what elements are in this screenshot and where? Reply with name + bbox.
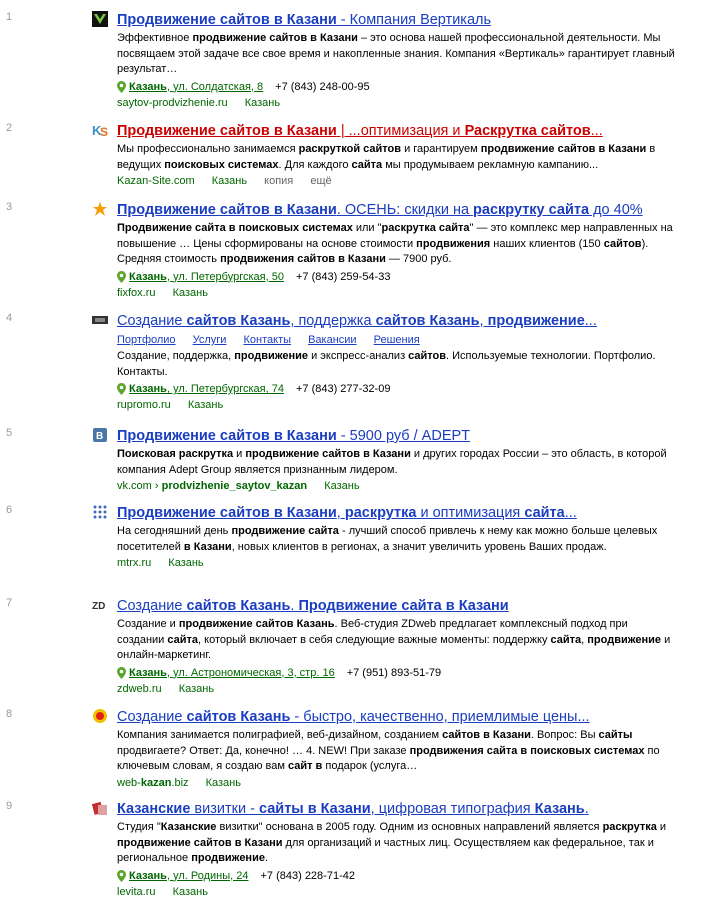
result-snippet: Мы профессионально занимаемся раскруткой сайтов и гарантируем продвижение сайтов в Казани в ведущих поисковых системах. Для каждого сайта мы продумываем рекламную кампанию... <box>117 143 656 171</box>
result-number: 8 <box>6 708 13 720</box>
result-region-link[interactable]: Казань <box>168 557 204 569</box>
result-url-row <box>117 96 677 111</box>
result-snippet: Поисковая раскрутка и продвижение сайтов в Казани и других городах России – это область, в которой компания Adept Group является признанным лидером. <box>117 448 667 476</box>
result-title-link[interactable]: Создание сайтов Казань - быстро, качественно, приемлимые цены... <box>117 709 590 725</box>
result-title-link[interactable]: Продвижение сайтов в Казани. ОСЕНЬ: скидки на раскрутку сайта до 40% <box>117 202 643 218</box>
result-phone: +7 (843) 277-32-09 <box>295 383 391 395</box>
map-pin-icon <box>117 81 126 93</box>
result-title-link[interactable]: Продвижение сайтов в Казани | ...оптимизация и Раскрутка сайтов... <box>117 123 603 139</box>
result-region-link[interactable]: Казань <box>187 399 224 411</box>
result-address-row <box>117 269 677 285</box>
result-url-row <box>117 286 677 301</box>
result-title-link[interactable]: Продвижение сайтов в Казани - 5900 руб / ADEPT <box>117 428 471 444</box>
result-url-row <box>117 776 677 791</box>
result-address-row <box>117 665 677 681</box>
result-snippet: Эффективное продвижение сайтов в Казани – это основа нашей профессиональной деятельности. Мы посвящаем этой задаче все свое время и накопленные знания. Компания «Вертикаль» гарантирует главный результат… <box>117 32 675 75</box>
map-pin-icon <box>117 271 126 283</box>
result-url-link[interactable]: web-kazan.biz <box>117 776 189 789</box>
result-url-link[interactable]: Kazan-Site.com <box>117 175 195 187</box>
result-address-link[interactable]: Казань, ул. Солдатская, 8 <box>129 80 264 93</box>
vertical-logo-icon <box>92 11 108 27</box>
result-region-link[interactable]: Казань <box>172 885 208 898</box>
result-number: 1 <box>6 11 13 23</box>
dots-grid-icon <box>92 504 108 520</box>
result-url-row <box>117 556 677 571</box>
result-region-link[interactable]: Казань <box>172 286 208 299</box>
zd-logo-icon <box>92 597 108 613</box>
result-phone: +7 (843) 248-00-95 <box>275 80 370 93</box>
result-snippet: Студия "Казанские визитки" основана в 2005 году. Одним из основных направлений является раскрутка и продвижение сайтов в Казани для организаций и частных лиц. Осуществляем как федеральное, так и региональное продвижение. <box>117 821 667 864</box>
result-url-link[interactable]: saytov-prodvizhenie.ru <box>117 96 228 109</box>
result-snippet: Создание, поддержка, продвижение и экспресс-анализ сайтов. Используемые технологии. Портфолио. Контакты. <box>117 350 656 378</box>
result-phone: +7 (951) 893-51-79 <box>346 666 442 679</box>
sitelink-portfolio[interactable]: Портфолио <box>117 334 176 346</box>
result-url-row <box>117 885 677 900</box>
result-title-link[interactable]: Казанские визитки - сайты в Казани, цифровая типография Казань. <box>117 801 589 817</box>
result-url-link[interactable]: zdweb.ru <box>117 682 162 695</box>
svg-text:K: K <box>92 123 102 138</box>
result-region-link[interactable]: Казань <box>324 480 360 492</box>
result-snippet: Продвижение сайта в поисковых системах или "раскрутка сайта" — это комплекс мер направленных на повышение … Цены сформированы на основе стоимости продвижения наших клиентов (150 сайтов). Средняя стоимость продвижения сайтов в Казани — 7900 руб. <box>117 222 673 265</box>
result-address-link[interactable]: Казань, ул. Астрономическая, 3, стр. 16 <box>129 666 335 679</box>
sitelink-solutions[interactable]: Решения <box>373 334 420 346</box>
result-number: 7 <box>6 597 13 609</box>
sitelink-contacts[interactable]: Контакты <box>243 334 292 346</box>
result-title-link[interactable]: Продвижение сайтов в Казани, раскрутка и оптимизация сайта... <box>117 505 577 521</box>
result-address-link[interactable]: Казань, ул. Петербургская, 74 <box>129 383 284 395</box>
result-address-link[interactable]: Казань, ул. Петербургская, 50 <box>129 270 284 283</box>
result-title-link[interactable]: Создание сайтов Казань. Продвижение сайта в Казани <box>117 598 509 614</box>
svg-text:B: B <box>96 431 104 442</box>
result-url-link[interactable]: vk.com › prodvizhenie_saytov_kazan <box>117 480 308 492</box>
result-address-link[interactable]: Казань, ул. Родины, 24 <box>129 869 249 882</box>
result-title-link[interactable]: Создание сайтов Казань, поддержка сайтов Казань, продвижение... <box>117 313 597 329</box>
result-region-link[interactable]: Казань <box>211 175 248 187</box>
result-number: 6 <box>6 504 13 516</box>
result-address-row <box>117 381 677 397</box>
result-url-row <box>117 682 677 697</box>
result-url-link[interactable]: mtrx.ru <box>117 557 152 569</box>
svg-text:ZD: ZD <box>92 601 106 612</box>
result-region-link[interactable]: Казань <box>205 776 241 789</box>
sitelink-services[interactable]: Услуги <box>192 334 227 346</box>
result-number: 9 <box>6 800 13 812</box>
map-pin-icon <box>117 870 126 882</box>
result-phone: +7 (843) 228-71-42 <box>260 869 355 882</box>
result-title-link[interactable]: Продвижение сайтов в Казани - Компания Вертикаль <box>117 12 492 28</box>
result-region-link[interactable]: Казань <box>244 96 281 109</box>
vk-logo-icon <box>92 427 108 443</box>
sun-logo-icon <box>92 708 108 724</box>
result-more-link[interactable]: ещё <box>310 175 332 187</box>
result-address-row <box>117 868 677 884</box>
result-snippet: На сегодняшний день продвижение сайта - лучший способ привлечь к нему как можно больше целевых посетителей в Казани, новых клиентов в регионах, а значит увеличить уровень Ваших продаж. <box>117 525 658 553</box>
svg-text:S: S <box>100 125 108 138</box>
result-number: 4 <box>6 312 13 324</box>
ks-logo-icon <box>92 122 108 138</box>
result-phone: +7 (843) 259-54-33 <box>295 270 391 283</box>
result-url-row <box>117 479 677 494</box>
result-sitelinks <box>117 332 677 348</box>
business-card-icon <box>92 800 108 816</box>
result-url-link[interactable]: levita.ru <box>117 885 156 898</box>
result-snippet: Создание и продвижение сайтов Казань. Веб-студия ZDweb предлагает комплексный подход при создании сайта, который включает в себя следующие важные моменты: поддержку сайта, продвижение и онлайн-маркетинг. <box>117 618 671 661</box>
result-url-row <box>117 174 677 189</box>
map-pin-icon <box>117 383 126 395</box>
rupromo-logo-icon <box>92 312 108 328</box>
result-address-row <box>117 79 677 95</box>
result-snippet: Компания занимается полиграфией, веб-дизайном, созданием сайтов в Казани. Вопрос: Вы сайты продвигаете? Ответ: Да, конечно! … 4. NEW! При заказе продвижения сайта в поисковых системах по ключевым словам, я создаю вам сайт в подарок (услуга… <box>117 729 660 772</box>
result-number: 3 <box>6 201 13 213</box>
sitelink-vacancies[interactable]: Вакансии <box>308 334 357 346</box>
result-url-row <box>117 398 677 413</box>
fox-star-icon <box>92 201 108 217</box>
result-cache-link[interactable]: копия <box>264 175 294 187</box>
result-number: 5 <box>6 427 13 439</box>
map-pin-icon <box>117 667 126 679</box>
result-url-link[interactable]: fixfox.ru <box>117 286 156 299</box>
result-region-link[interactable]: Казань <box>178 682 215 695</box>
result-number: 2 <box>6 122 13 134</box>
result-url-link[interactable]: rupromo.ru <box>117 399 171 411</box>
